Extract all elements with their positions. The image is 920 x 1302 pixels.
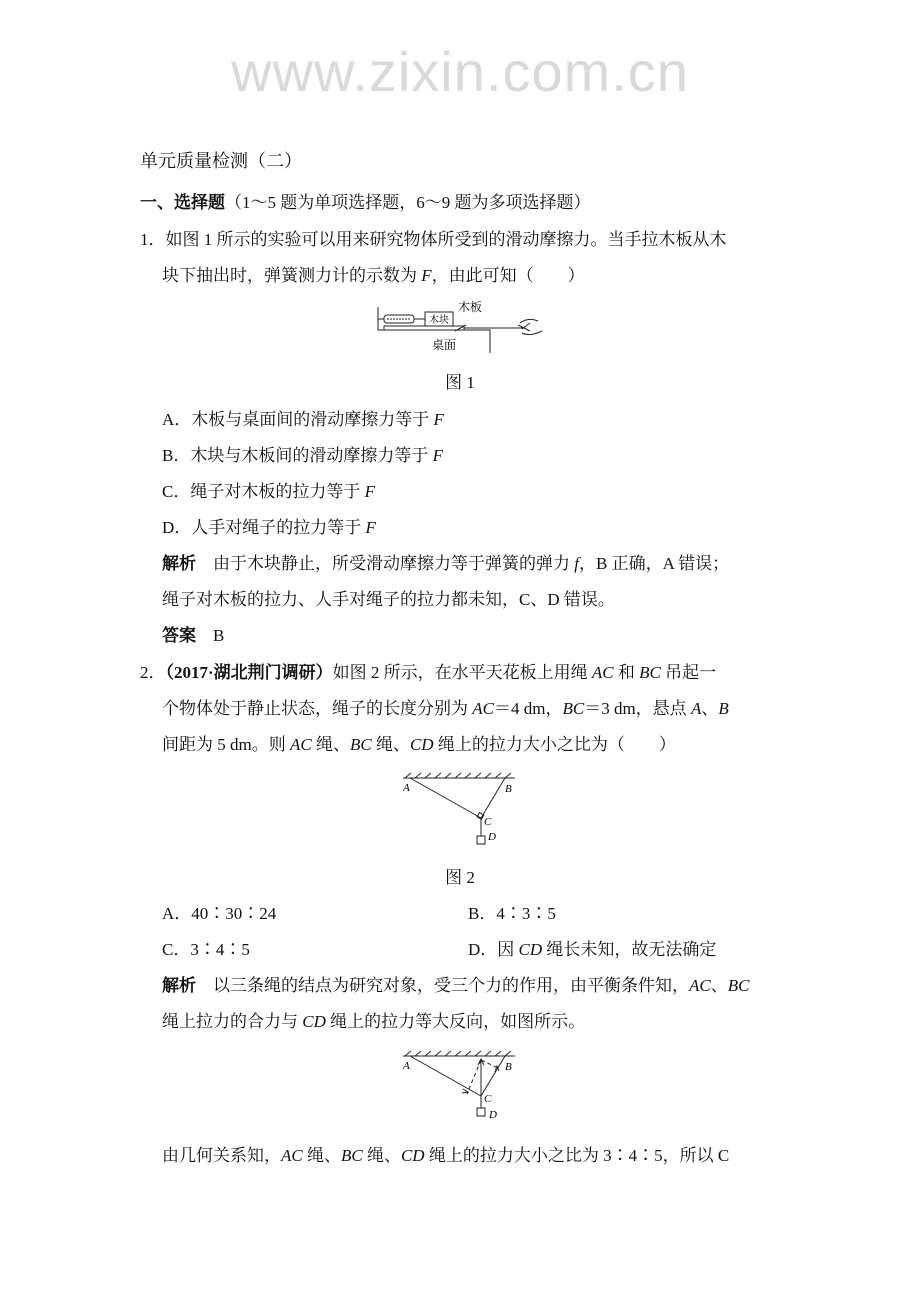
math-symbol: BC <box>639 663 661 682</box>
bold-label: 解析 <box>162 976 196 995</box>
text-run: 绳、 <box>302 1146 341 1165</box>
figure-2-caption: 图 2 <box>445 868 475 887</box>
q2-stem-line <box>162 698 729 720</box>
q2-option-b[interactable] <box>468 903 556 925</box>
q2-option-c[interactable] <box>162 939 250 961</box>
q1-option-c[interactable] <box>162 481 375 503</box>
text-run: 绳、 <box>362 1146 401 1165</box>
text-run: 吊起一 <box>660 663 717 682</box>
text-run: 块下抽出时，弹簧测力计的示数为 <box>162 266 422 285</box>
math-symbol: BC <box>349 735 372 754</box>
table-label: 桌面 <box>432 338 457 352</box>
text-run: 个物体处于静止状态，绳子的长度分别为 <box>162 699 473 718</box>
math-symbol: F <box>433 410 444 429</box>
text-run: A．木板与桌面间的滑动摩擦力等于 <box>162 410 434 429</box>
text-run: 由几何关系知， <box>162 1146 281 1165</box>
text-run: 、 <box>710 976 728 995</box>
point-c-label: C <box>484 1093 492 1105</box>
text-run: ，B 正确，A 错误； <box>578 554 730 573</box>
math-symbol: CD <box>302 1012 326 1031</box>
point-a-label: A <box>403 782 410 794</box>
figure-1-caption: 图 1 <box>445 373 475 392</box>
text-run: B．木块与木板间的滑动摩擦力等于 <box>162 446 433 465</box>
text-run: 2． <box>140 663 166 682</box>
text-run: D．因 <box>468 940 519 959</box>
text-run: 绳、 <box>311 735 350 754</box>
text-run: 以三条绳的结点为研究对象，受三个力的作用，由平衡条件知， <box>196 976 689 995</box>
math-symbol: AC <box>591 663 614 682</box>
text-run: 、 <box>701 699 719 718</box>
text-run: 绳子对木板的拉力、人手对绳子的拉力都未知，C、D 错误。 <box>162 590 615 609</box>
math-symbol: AC <box>289 735 312 754</box>
text-run: ，由此可知（ ） <box>431 266 585 285</box>
math-symbol: CD <box>518 940 543 959</box>
math-symbol: f <box>574 554 579 573</box>
text-run: 如图 2 所示，在水平天花板上用绳 <box>332 663 592 682</box>
figure-1-diagram <box>370 295 550 360</box>
math-symbol: AC <box>281 1146 303 1165</box>
bold-label: 解析 <box>162 554 196 573</box>
q1-answer <box>162 625 224 647</box>
text-run: 和 <box>613 663 640 682</box>
q2-stem-line <box>140 662 716 684</box>
text-run: （1～5 题为单项选择题，6～9 题为多项选择题） <box>225 193 591 212</box>
q2-analysis <box>162 1011 585 1033</box>
point-c-label: C <box>484 816 492 828</box>
q2-option-a[interactable] <box>162 903 276 925</box>
text-run: 绳、 <box>371 735 410 754</box>
bold-label: 答案 <box>162 626 196 645</box>
point-b-label: B <box>505 1061 512 1073</box>
math-symbol: BC <box>562 699 585 718</box>
q1-stem-line <box>140 229 727 251</box>
text-run: 间距为 5 dm。则 <box>162 735 290 754</box>
board-label: 木板 <box>458 300 483 314</box>
figure-3-force-diagram <box>395 1048 525 1123</box>
text-run: 绳上的拉力等大反向，如图所示。 <box>325 1012 586 1031</box>
text-run: 绳上拉力的合力与 <box>162 1012 303 1031</box>
math-symbol: A <box>690 699 702 718</box>
point-d-label: D <box>488 831 496 843</box>
text-run: C．3∶4∶5 <box>162 940 250 959</box>
text-run: 绳长未知，故无法确定 <box>542 940 717 959</box>
page-title: 单元质量检测（二） <box>140 151 302 171</box>
math-symbol: F <box>365 518 376 537</box>
text-run: D．人手对绳子的拉力等于 <box>162 518 366 537</box>
watermark: www.zixin.com.cn <box>231 40 689 103</box>
text-run: ＝3 dm，悬点 <box>584 699 691 718</box>
math-symbol: F <box>364 482 375 501</box>
text-run: 1．如图 1 所示的实验可以用来研究物体所受到的滑动摩擦力。当手拉木板从木 <box>140 230 727 249</box>
q2-stem-line <box>162 734 676 756</box>
math-symbol: B <box>718 699 729 718</box>
bold-label: （2017·湖北荆门调研） <box>165 663 333 682</box>
text-run: 由于木块静止，所受滑动摩擦力等于弹簧的弹力 <box>196 554 575 573</box>
q1-option-a[interactable] <box>162 409 444 431</box>
text-run: 绳上的拉力大小之比为（ ） <box>433 735 676 754</box>
math-symbol: F <box>421 266 432 285</box>
q2-option-d[interactable] <box>468 939 716 961</box>
math-symbol: CD <box>409 735 434 754</box>
math-symbol: BC <box>727 976 750 995</box>
text-run: B <box>196 626 225 645</box>
q1-analysis <box>162 553 729 575</box>
text-run: A．40∶30∶24 <box>162 904 277 923</box>
section-heading <box>140 192 591 214</box>
q2-analysis <box>162 975 749 997</box>
block-label: 木块 <box>429 315 449 326</box>
q1-option-b[interactable] <box>162 445 443 467</box>
point-d-label: D <box>489 1109 497 1121</box>
text-run: ＝4 dm， <box>493 699 563 718</box>
point-b-label: B <box>505 783 512 795</box>
bold-label: 一、选择题 <box>140 193 225 212</box>
text-run: C．绳子对木板的拉力等于 <box>162 482 365 501</box>
q1-option-d[interactable] <box>162 517 376 539</box>
q1-analysis <box>162 589 615 611</box>
text-run: B．4∶3∶5 <box>468 904 556 923</box>
figure-2-diagram <box>395 770 525 845</box>
math-symbol: BC <box>340 1146 363 1165</box>
math-symbol: AC <box>689 976 711 995</box>
q1-stem-line <box>162 265 585 287</box>
q2-conclusion <box>162 1145 729 1167</box>
math-symbol: F <box>432 446 443 465</box>
math-symbol: AC <box>472 699 494 718</box>
text-run: 绳上的拉力大小之比为 3∶4∶5，所以 C <box>424 1146 730 1165</box>
point-a-label: A <box>403 1060 410 1072</box>
math-symbol: CD <box>400 1146 425 1165</box>
